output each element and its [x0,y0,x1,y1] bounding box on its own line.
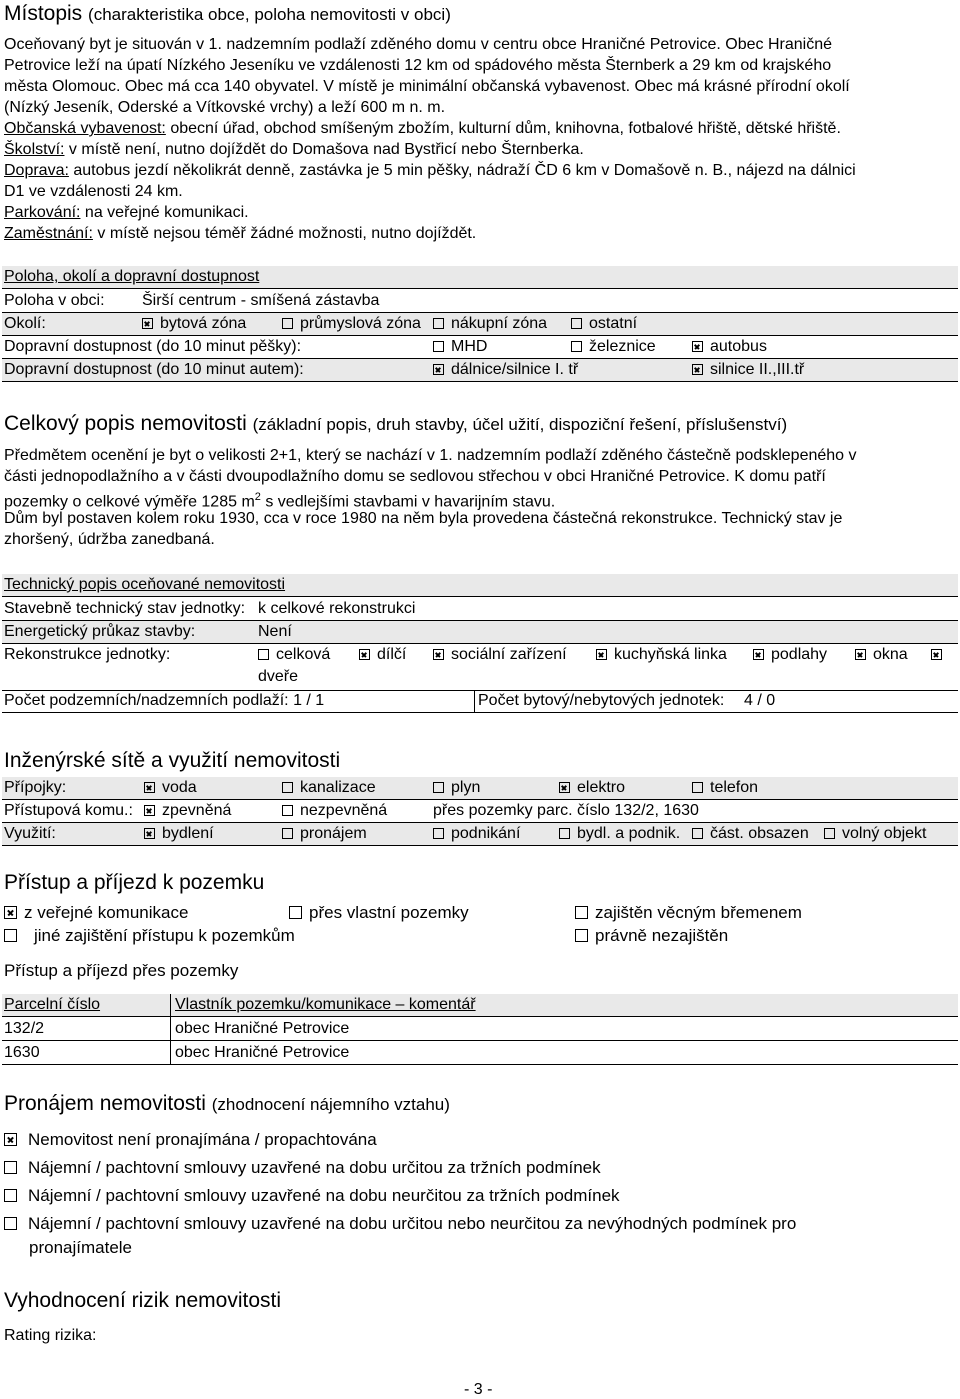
checkbox-checked-icon [144,782,155,793]
pesky-row: Dopravní dostupnost (do 10 minut pěšky): MHD železnice autobus [2,336,958,359]
pristup-opt-bremeno: zajištěn věcným břemenem [575,903,802,923]
checkbox-empty-icon [433,782,444,793]
obcanska-vybavenost: Občanská vybavenost: obecní úřad, obchod smíšeným zbožím, kulturní dům, knihovna, fotbalové hřiště, dětské hřiště. [4,120,841,137]
checkbox-checked-icon [855,649,866,660]
checkbox-checked-icon [144,805,155,816]
page-number: - 3 - [464,1381,493,1398]
checkbox-empty-icon [692,782,703,793]
checkbox-empty-icon [575,929,588,942]
pronajem-opt-3: Nájemní / pachtovní smlouvy uzavřené na dobu neurčitou za tržních podmínek [4,1186,620,1206]
celkovy-line-3: pozemky o celkové výměře 1285 $m^2$ s vedlejšími stavbami v havarijním stavu. [4,491,556,511]
site-title: Inženýrské sítě a využití nemovitosti [4,749,341,772]
komu-row: Přístupová komu.: zpevněná nezpevněná přes pozemky parc. číslo 132/2, 1630 [2,800,958,823]
rating-label: Rating rizika: [4,1327,97,1344]
mistopis-line-3: města Olomouc. Obec má cca 140 obyvatel. V místě je minimální občanská vybavenost. Obec má krásné přírodní okolí [4,78,850,95]
checkbox-checked-icon [433,364,444,375]
autem-row: Dopravní dostupnost (do 10 minut autem): dálnice/silnice I. tř silnice II.,III.tř [2,359,958,382]
checkbox-checked-icon [142,318,153,329]
checkbox-empty-icon [692,828,703,839]
checkbox-empty-icon [575,906,588,919]
okoli-row: Okolí: bytová zóna průmyslová zóna nákupní zóna ostatní [2,313,958,336]
pristup-opt-nezajisten: právně nezajištěn [575,926,728,946]
mistopis-line-4: (Nízký Jeseník, Oderské a Vítkovské vrchy) a leží 600 m n. m. [4,99,446,116]
rekon-row: Rekonstrukce jednotky: celková dílčí sociální zařízení kuchyňská linka podlahy okna dveře [2,644,958,691]
checkbox-checked-icon [559,782,570,793]
technicky-header: Technický popis oceňované nemovitosti [2,574,958,597]
celkovy-line-5: zhoršený, údržba zanedbaná. [4,531,215,548]
checkbox-empty-icon [4,1161,17,1174]
checkbox-empty-icon [433,341,444,352]
zamestnani: Zaměstnání: v místě nejsou téměř žádné možnosti, nutno dojíždět. [4,225,477,242]
checkbox-empty-icon [433,828,444,839]
parcely-divider [170,994,171,1065]
parcela-row: 132/2 obec Hraničné Petrovice [2,1018,958,1041]
pristup-opt-vlastni: přes vlastní pozemky [289,903,469,923]
poloha-header: Poloha, okolí a dopravní dostupnost [2,266,958,289]
pristup-opt-verejna: z veřejné komunikace [4,903,188,923]
checkbox-checked-icon [359,649,370,660]
checkbox-empty-icon [4,929,17,942]
podlazi-row: Počet podzemních/nadzemních podlaží: 1 / 1 Počet bytový/nebytových jednotek: 4 / 0 [2,690,958,713]
celkovy-line-4: Dům byl postaven kolem roku 1930, cca v roce 1980 na něm byla provedena částečná rekonstrukce. Technický stav je [4,510,843,527]
checkbox-empty-icon [559,828,570,839]
pristup-title: Přístup a příjezd k pozemku [4,871,265,894]
pronajem-opt-4-cont: pronajímatele [29,1238,133,1257]
mistopis-title: Místopis (charakteristika obce, poloha nemovitosti v obci) [4,2,451,25]
checkbox-empty-icon [4,1217,17,1230]
parcely-header: Parcelní číslo Vlastník pozemku/komunikace – komentář [2,994,958,1017]
skolstvi: Školství: v místě není, nutno dojíždět do Domašova nad Bystřicí nebo Šternberka. [4,141,584,158]
checkbox-empty-icon [289,906,302,919]
checkbox-empty-icon [282,318,293,329]
celkovy-line-2: části jednopodlažního a v části dvoupodlažního domu se sedlovou střechou v obci Hraničné Petrovice. K domu patří [4,468,826,485]
parkovani: Parkování: na veřejné komunikaci. [4,204,249,221]
pronajem-opt-1: Nemovitost není pronajímána / propachtována [4,1130,377,1150]
parcela-row: 1630 obec Hraničné Petrovice [2,1042,958,1065]
podlazi-divider [474,690,475,712]
pronajem-opt-2: Nájemní / pachtovní smlouvy uzavřené na dobu určitou za tržních podmínek [4,1158,601,1178]
checkbox-empty-icon [571,341,582,352]
checkbox-checked-icon [931,649,942,660]
vyuziti-row: Využití: bydlení pronájem podnikání bydl. a podnik. část. obsazen volný objekt [2,823,958,846]
mistopis-line-1: Oceňovaný byt je situován v 1. nadzemním podlaží zděného domu v centru obce Hraničné Petrovice. Obec Hraničné [4,36,833,53]
checkbox-checked-icon [692,341,703,352]
checkbox-empty-icon [571,318,582,329]
checkbox-checked-icon [4,1133,17,1146]
prukaz-row: Energetický průkaz stavby: Není [2,621,958,644]
pristup-opt-jine: jiné zajištění přístupu k pozemkům [4,926,295,946]
stav-row: Stavebně technický stav jednotky: k celkové rekonstrukci [2,598,958,621]
checkbox-empty-icon [4,1189,17,1202]
checkbox-empty-icon [282,782,293,793]
celkovy-title: Celkový popis nemovitosti (základní popis, druh stavby, účel užití, dispoziční řešení, příslušenství) [4,412,788,435]
mistopis-line-2: Petrovice leží na úpatí Nízkého Jeseníku ve vzdálenosti 12 km od spádového města Šternberk a 29 km od krajského [4,57,832,74]
checkbox-empty-icon [282,828,293,839]
pripojky-row: Přípojky: voda kanalizace plyn elektro telefon [2,777,958,800]
pronajem-title: Pronájem nemovitosti (zhodnocení nájemního vztahu) [4,1092,450,1115]
checkbox-empty-icon [282,805,293,816]
checkbox-checked-icon [596,649,607,660]
rizika-title: Vyhodnocení rizik nemovitosti [4,1289,282,1312]
doprava: Doprava: autobus jezdí několikrát denně, zastávka je 5 min pěšky, nádraží ČD 6 km v Domašově n. B., nájezd na dálnici [4,162,856,179]
celkovy-line-1: Předmětem ocenění je byt o velikosti 2+1, který se nachází v 1. nadzemním podlaží zděného částečně podsklepeného v [4,447,857,464]
pronajem-opt-4: Nájemní / pachtovní smlouvy uzavřené na dobu určitou nebo neurčitou za nevýhodných podmínek pro [4,1214,796,1234]
doprava-cont: D1 ve vzdálenosti 24 km. [4,183,183,200]
checkbox-checked-icon [692,364,703,375]
checkbox-empty-icon [258,649,269,660]
checkbox-checked-icon [144,828,155,839]
checkbox-empty-icon [824,828,835,839]
poloha-v-obci-row: Poloha v obci: Širší centrum - smíšená zástavba [2,290,958,313]
pres-pozemky-label: Přístup a příjezd přes pozemky [4,961,239,980]
checkbox-checked-icon [753,649,764,660]
checkbox-checked-icon [433,649,444,660]
checkbox-empty-icon [433,318,444,329]
checkbox-checked-icon [4,906,17,919]
